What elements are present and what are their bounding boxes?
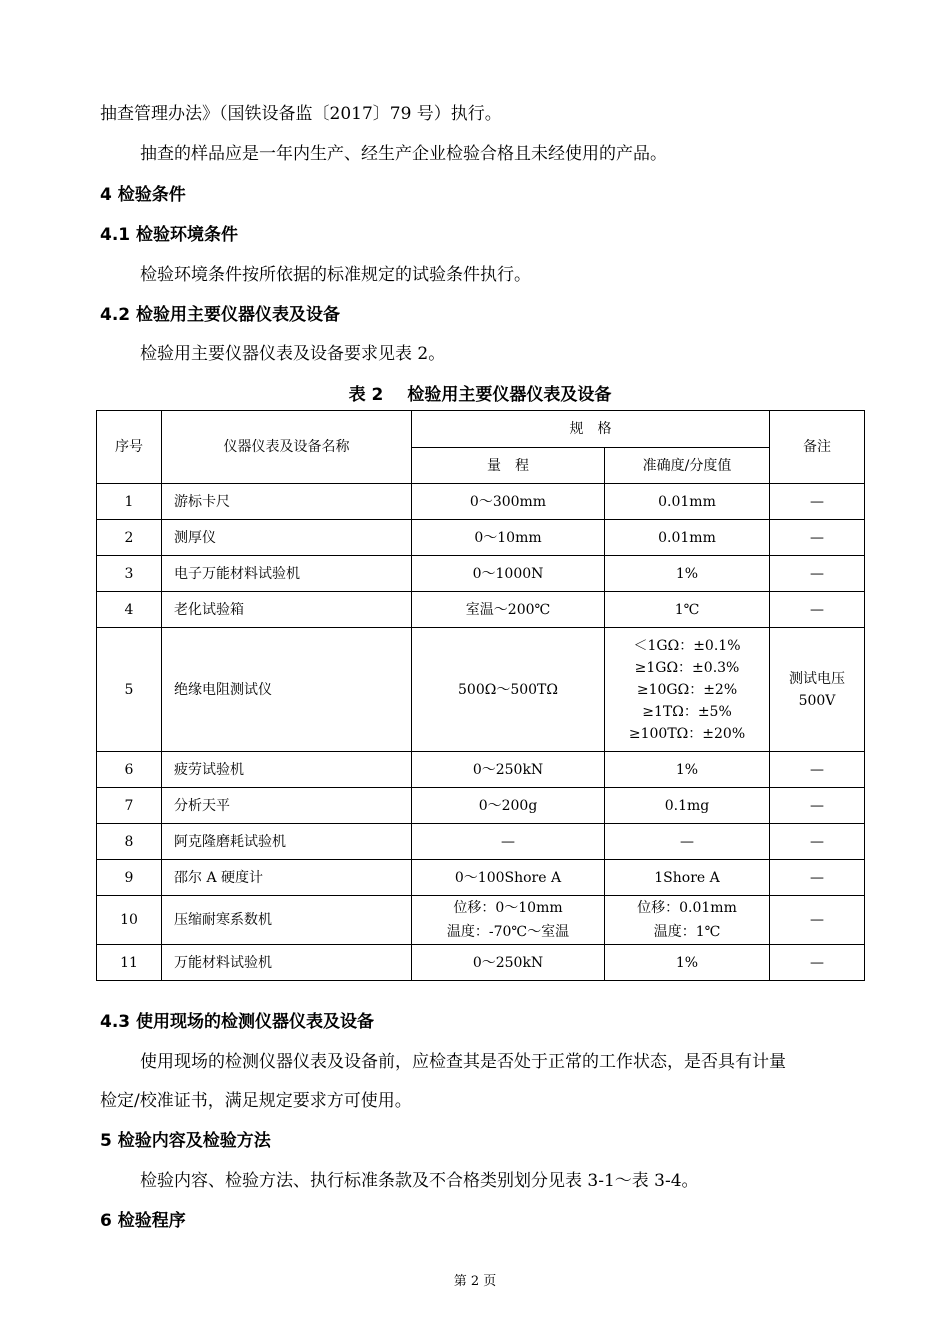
cell-remark: — xyxy=(770,945,865,981)
table-row xyxy=(97,896,865,945)
header-range: 量 程 xyxy=(412,448,605,484)
header-seq: 序号 xyxy=(97,411,162,484)
cell-remark: — xyxy=(770,592,865,628)
paragraph: 检验用主要仪器仪表及设备要求见表 2。 xyxy=(140,344,446,364)
cell-remark: — xyxy=(770,484,865,520)
header-accuracy: 准确度/分度值 xyxy=(605,448,770,484)
table-row xyxy=(97,752,865,788)
cell-remark: — xyxy=(770,824,865,860)
section-heading: 5 检验内容及检验方法 xyxy=(100,1131,271,1151)
table-row xyxy=(97,628,865,752)
accuracy-line: ≥1GΩ：±0.3% xyxy=(634,659,740,676)
cell-accuracy: — xyxy=(605,824,770,860)
accuracy-line: ＜1GΩ：±0.1% xyxy=(633,637,741,654)
cell-remark: — xyxy=(770,788,865,824)
cell-range: — xyxy=(412,824,605,860)
cell-range: 0～250kN xyxy=(412,752,605,788)
cell-accuracy: 1% xyxy=(605,556,770,592)
cell-accuracy: 1% xyxy=(605,752,770,788)
cell-seq: 3 xyxy=(97,556,162,592)
remark-line: 500V xyxy=(798,692,836,709)
cell-remark: — xyxy=(770,520,865,556)
cell-seq: 5 xyxy=(97,628,162,752)
section-heading: 4.2 检验用主要仪器仪表及设备 xyxy=(100,305,341,325)
header-name: 仪器仪表及设备名称 xyxy=(162,411,412,484)
cell-name: 分析天平 xyxy=(162,788,412,824)
accuracy-line: ≥100TΩ：±20% xyxy=(628,725,746,742)
header-spec: 规 格 xyxy=(412,411,770,448)
paragraph: 检验内容、检验方法、执行标准条款及不合格类别划分见表 3-1～表 3-4。 xyxy=(140,1171,699,1191)
table-row xyxy=(97,592,865,628)
paragraph: 检验环境条件按所依据的标准规定的试验条件执行。 xyxy=(140,265,531,285)
paragraph: 使用现场的检测仪器仪表及设备前，应检查其是否处于正常的工作状态，是否具有计量 xyxy=(140,1052,786,1072)
paragraph: 抽查的样品应是一年内生产、经生产企业检验合格且未经使用的产品。 xyxy=(140,144,667,164)
cell-accuracy xyxy=(605,628,770,752)
cell-range: 0～1000N xyxy=(412,556,605,592)
section-heading: 4 检验条件 xyxy=(100,185,186,205)
paragraph: 检定/校准证书，满足规定要求方可使用。 xyxy=(100,1091,412,1111)
table-row xyxy=(97,860,865,896)
table-row xyxy=(97,824,865,860)
cell-accuracy: 0.1mg xyxy=(605,788,770,824)
table-row xyxy=(97,484,865,520)
accuracy-line: 温度：1℃ xyxy=(653,924,721,940)
cell-name: 绝缘电阻测试仪 xyxy=(162,628,412,752)
cell-seq: 8 xyxy=(97,824,162,860)
cell-accuracy: 0.01mm xyxy=(605,484,770,520)
paragraph: 抽查管理办法》（国铁设备监〔2017〕79 号）执行。 xyxy=(100,104,502,124)
range-line: 位移：0～10mm xyxy=(453,900,563,916)
section-heading: 4.1 检验环境条件 xyxy=(100,225,239,245)
cell-range: 0～100Shore A xyxy=(412,860,605,896)
cell-name: 测厚仪 xyxy=(162,520,412,556)
table-row xyxy=(97,788,865,824)
cell-accuracy: 1℃ xyxy=(605,592,770,628)
accuracy-line: 位移：0.01mm xyxy=(637,900,737,916)
table-title: 检验用主要仪器仪表及设备 xyxy=(407,385,612,405)
cell-seq: 7 xyxy=(97,788,162,824)
cell-name: 阿克隆磨耗试验机 xyxy=(162,824,412,860)
cell-seq: 4 xyxy=(97,592,162,628)
table-header-row xyxy=(97,411,865,448)
remark-line: 测试电压 xyxy=(789,670,845,687)
cell-range xyxy=(412,896,605,945)
equipment-table xyxy=(96,410,865,981)
cell-range: 0～250kN xyxy=(412,945,605,981)
cell-seq: 9 xyxy=(97,860,162,896)
section-heading: 6 检验程序 xyxy=(100,1211,186,1231)
table-row xyxy=(97,520,865,556)
range-line: 温度：-70℃～室温 xyxy=(446,924,570,940)
cell-seq: 11 xyxy=(97,945,162,981)
table-number: 表 2 xyxy=(348,385,384,405)
cell-accuracy: 1Shore A xyxy=(605,860,770,896)
cell-name: 电子万能材料试验机 xyxy=(162,556,412,592)
cell-name: 游标卡尺 xyxy=(162,484,412,520)
cell-name: 万能材料试验机 xyxy=(162,945,412,981)
section-heading: 4.3 使用现场的检测仪器仪表及设备 xyxy=(100,1012,375,1032)
cell-name: 压缩耐寒系数机 xyxy=(162,896,412,945)
cell-seq: 1 xyxy=(97,484,162,520)
cell-range: 室温～200℃ xyxy=(412,592,605,628)
cell-name: 疲劳试验机 xyxy=(162,752,412,788)
header-remark: 备注 xyxy=(770,411,865,484)
cell-name: 邵尔 A 硬度计 xyxy=(162,860,412,896)
cell-remark: — xyxy=(770,556,865,592)
cell-accuracy: 0.01mm xyxy=(605,520,770,556)
cell-seq: 6 xyxy=(97,752,162,788)
cell-remark xyxy=(770,628,865,752)
cell-remark: — xyxy=(770,896,865,945)
cell-remark: — xyxy=(770,860,865,896)
cell-remark: — xyxy=(770,752,865,788)
cell-accuracy: 1% xyxy=(605,945,770,981)
cell-accuracy xyxy=(605,896,770,945)
accuracy-line: ≥1TΩ：±5% xyxy=(642,703,732,720)
page-number: 第 2 页 xyxy=(453,1274,497,1289)
table-caption xyxy=(96,384,864,406)
cell-seq: 10 xyxy=(97,896,162,945)
cell-name: 老化试验箱 xyxy=(162,592,412,628)
cell-range: 500Ω～500TΩ xyxy=(412,628,605,752)
cell-seq: 2 xyxy=(97,520,162,556)
table-row xyxy=(97,945,865,981)
cell-range: 0～300mm xyxy=(412,484,605,520)
accuracy-line: ≥10GΩ：±2% xyxy=(636,681,738,698)
cell-range: 0～10mm xyxy=(412,520,605,556)
table-row xyxy=(97,556,865,592)
cell-range: 0～200g xyxy=(412,788,605,824)
